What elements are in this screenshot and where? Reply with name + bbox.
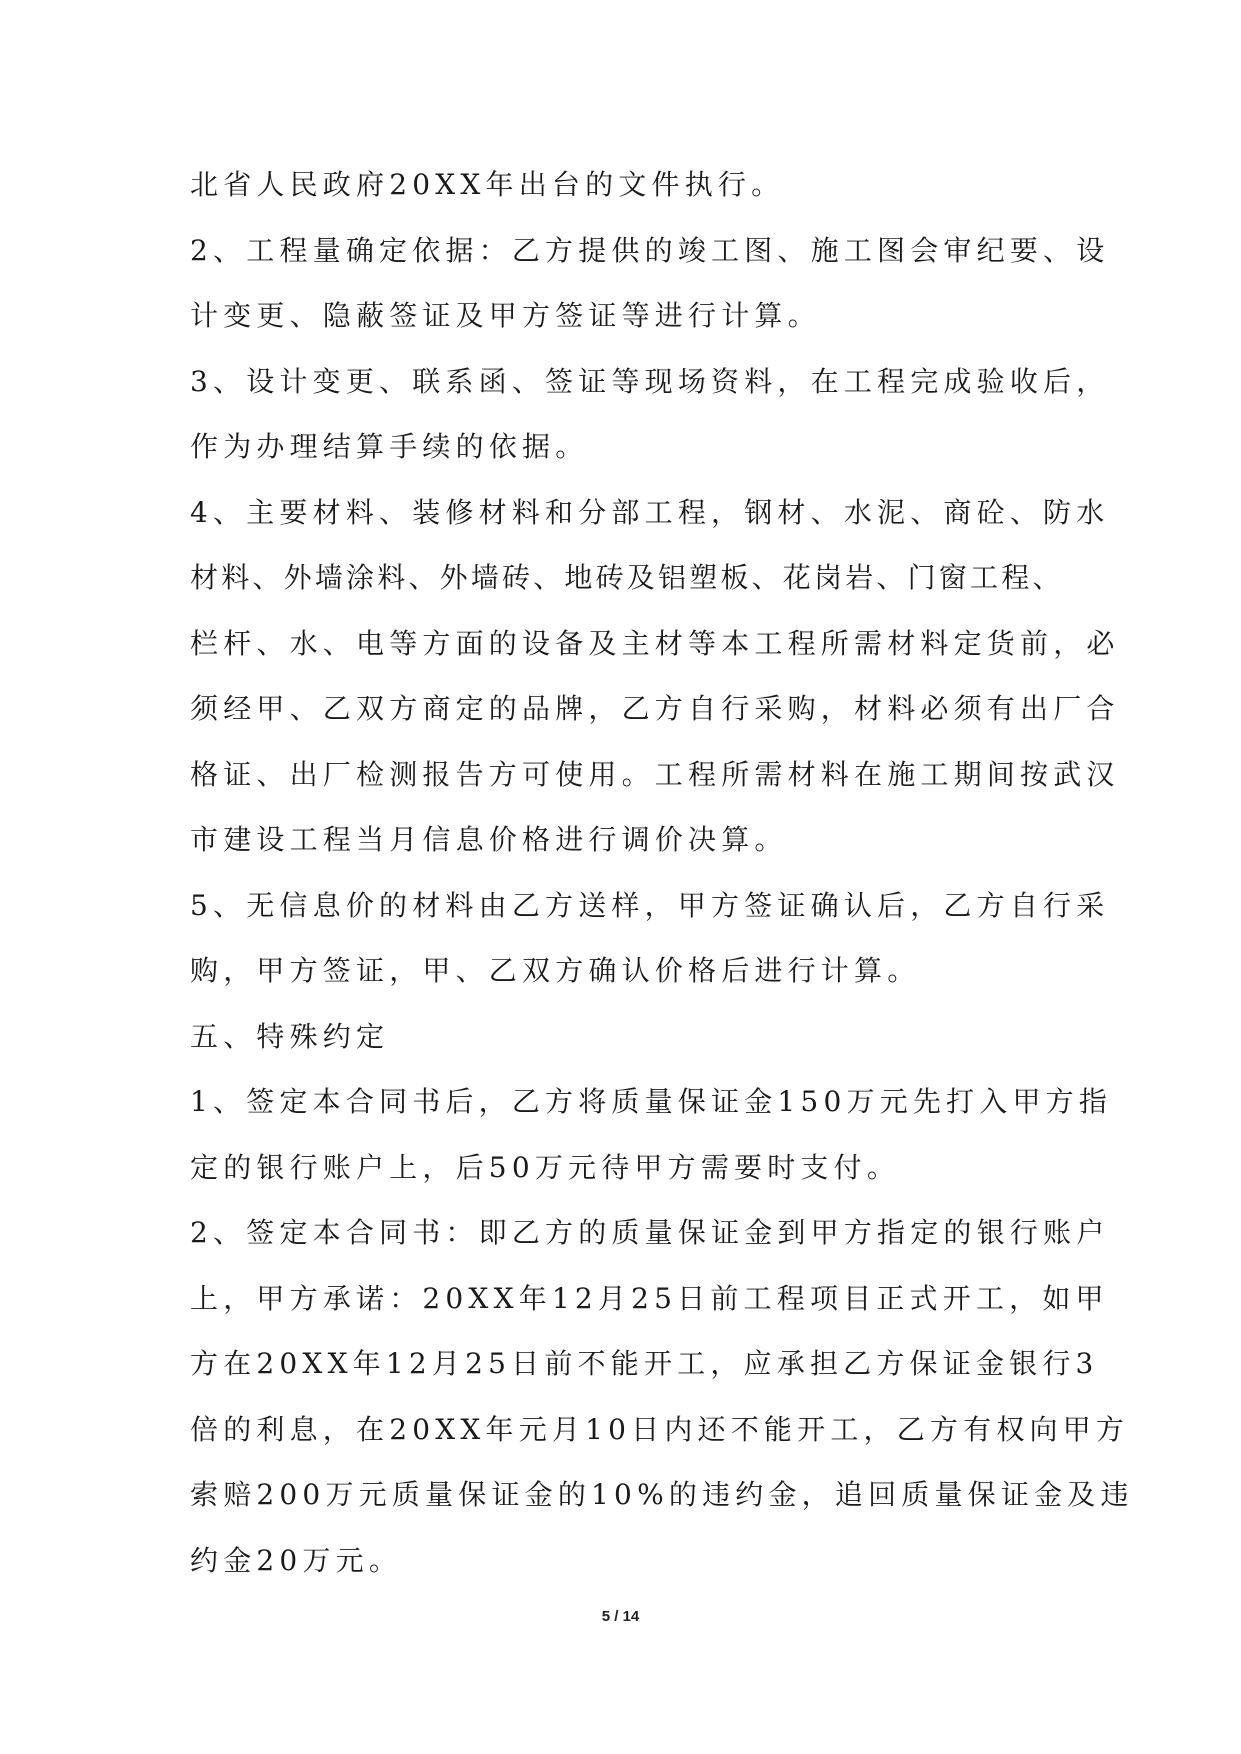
section-heading: 五、特殊约定: [190, 1019, 390, 1053]
page-number: 5 / 14: [601, 1608, 640, 1625]
text-line: 上，甲方承诺：20XX年12月25日前工程项目正式开工，如甲: [190, 1281, 1109, 1315]
body-text: [190, 152, 1134, 1593]
text-line: 计变更、隐蔽签证及甲方签证等进行计算。: [190, 299, 821, 332]
text-line: 5、无信息价的材料由乙方送样，甲方签证确认后，乙方自行采: [190, 888, 1110, 922]
text-line: 格证、出厂检测报告方可使用。工程所需材料在施工期间按武汉: [190, 757, 1120, 791]
text-line: 栏杆、水、电等方面的设备及主材等本工程所需材料定货前，必: [190, 626, 1120, 660]
text-line: 定的银行账户上，后50万元待甲方需要时支付。: [190, 1150, 901, 1184]
text-line: 北省人民政府20XX年出台的文件执行。: [190, 168, 785, 201]
text-line: 索赔200万元质量保证金的10%的违约金，追回质量保证金及违: [190, 1478, 1134, 1511]
text-line: 2、签定本合同书：即乙方的质量保证金到甲方指定的银行账户: [190, 1216, 1110, 1249]
text-line: 市建设工程当月信息价格进行调价决算。: [190, 823, 788, 856]
text-line: 倍的利息，在20XX年元月10日内还不能开工，乙方有权向甲方: [190, 1412, 1130, 1446]
text-line: 4、主要材料、装修材料和分部工程，钢材、水泥、商砼、防水: [190, 495, 1110, 529]
text-line: 作为办理结算手续的依据。: [190, 430, 589, 463]
text-line: 约金20万元。: [190, 1543, 403, 1577]
text-line: 3、设计变更、联系函、签证等现场资料，在工程完成验收后，: [190, 364, 1110, 398]
text-line: 方在20XX年12月25日前不能开工，应承担乙方保证金银行3: [190, 1347, 1099, 1380]
text-line: 须经甲、乙双方商定的品牌，乙方自行采购，材料必须有出厂合: [190, 692, 1120, 725]
text-line: 2、工程量确定依据：乙方提供的竣工图、施工图会审纪要、设: [190, 233, 1110, 267]
text-line: 材料、外墙涂料、外墙砖、地砖及铝塑板、花岗岩、门窗工程、: [190, 561, 1064, 594]
text-line: 1、签定本合同书后，乙方将质量保证金150万元先打入甲方指: [190, 1085, 1113, 1118]
text-line: 购，甲方签证，甲、乙双方确认价格后进行计算。: [190, 954, 921, 987]
